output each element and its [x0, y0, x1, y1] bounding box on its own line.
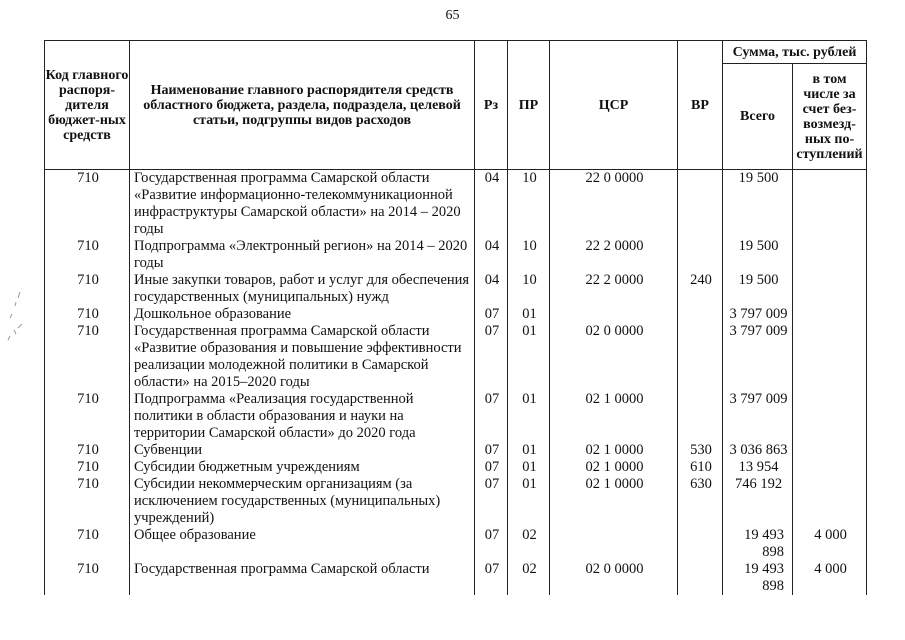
- cell-pr: 10: [508, 238, 550, 272]
- cell-pr: 01: [508, 391, 550, 442]
- cell-vr: [678, 306, 723, 323]
- cell-name: Государственная программа Самарской области «Развитие информационно-телекоммуникационной инфраструктуры Самарской области» на 2014 – 2020 годы: [130, 170, 475, 239]
- cell-code: 710: [45, 238, 130, 272]
- cell-name: Общее образование: [130, 527, 475, 561]
- cell-total: 3 797 009: [723, 391, 793, 442]
- cell-csr: [550, 306, 678, 323]
- cell-code: 710: [45, 391, 130, 442]
- cell-csr: 02 0 0000: [550, 561, 678, 595]
- cell-rz: 07: [475, 527, 508, 561]
- cell-pr: 02: [508, 527, 550, 561]
- cell-csr: [550, 527, 678, 561]
- cell-vr: 530: [678, 442, 723, 459]
- cell-gratuitous: [793, 272, 867, 306]
- header-rz: Рз: [475, 41, 508, 170]
- cell-code: 710: [45, 442, 130, 459]
- table-row: [45, 459, 867, 476]
- margin-scribble: [6, 290, 30, 350]
- header-csr: ЦСР: [550, 41, 678, 170]
- cell-vr: [678, 238, 723, 272]
- cell-gratuitous: [793, 170, 867, 239]
- cell-pr: 02: [508, 561, 550, 595]
- table-body: [45, 170, 867, 596]
- cell-code: 710: [45, 272, 130, 306]
- cell-rz: 07: [475, 459, 508, 476]
- cell-pr: 01: [508, 442, 550, 459]
- cell-pr: 01: [508, 306, 550, 323]
- table-row: [45, 306, 867, 323]
- table-header: [45, 41, 867, 170]
- header-gratuitous: в том числе за счет без-возмезд-ных по-ступлений: [793, 64, 867, 170]
- cell-csr: 22 0 0000: [550, 170, 678, 239]
- cell-code: 710: [45, 323, 130, 391]
- cell-rz: 07: [475, 442, 508, 459]
- cell-vr: [678, 527, 723, 561]
- cell-vr: 240: [678, 272, 723, 306]
- cell-gratuitous: [793, 476, 867, 527]
- page-number: 65: [445, 8, 460, 23]
- cell-name: Субсидии бюджетным учреждениям: [130, 459, 475, 476]
- cell-gratuitous: 4 000: [793, 527, 867, 561]
- cell-total: 19 493 898: [723, 561, 793, 595]
- cell-code: 710: [45, 476, 130, 527]
- cell-csr: 02 1 0000: [550, 476, 678, 527]
- table-row: [45, 272, 867, 306]
- header-pr: ПР: [508, 41, 550, 170]
- table-row: [45, 170, 867, 239]
- cell-vr: [678, 561, 723, 595]
- table-row: [45, 391, 867, 442]
- cell-rz: 07: [475, 561, 508, 595]
- cell-total: 19 493 898: [723, 527, 793, 561]
- cell-name: Подпрограмма «Электронный регион» на 2014 – 2020 годы: [130, 238, 475, 272]
- cell-csr: 02 1 0000: [550, 391, 678, 442]
- table-row: [45, 238, 867, 272]
- cell-name: Субвенции: [130, 442, 475, 459]
- cell-gratuitous: [793, 459, 867, 476]
- header-name: Наименование главного распорядителя средств областного бюджета, раздела, подраздела, целевой статьи, подгруппы видов расходов: [130, 41, 475, 170]
- cell-name: Дошкольное образование: [130, 306, 475, 323]
- cell-rz: 07: [475, 391, 508, 442]
- cell-name: Иные закупки товаров, работ и услуг для обеспечения государственных (муниципальных) нужд: [130, 272, 475, 306]
- cell-gratuitous: 4 000: [793, 561, 867, 595]
- cell-code: 710: [45, 561, 130, 595]
- cell-pr: 01: [508, 476, 550, 527]
- cell-pr: 10: [508, 170, 550, 239]
- cell-gratuitous: [793, 323, 867, 391]
- cell-gratuitous: [793, 391, 867, 442]
- cell-csr: 02 1 0000: [550, 442, 678, 459]
- table-row: [45, 323, 867, 391]
- cell-vr: [678, 391, 723, 442]
- header-total: Всего: [723, 64, 793, 170]
- cell-total: 19 500: [723, 272, 793, 306]
- cell-code: 710: [45, 170, 130, 239]
- cell-code: 710: [45, 527, 130, 561]
- cell-csr: 22 2 0000: [550, 238, 678, 272]
- cell-name: Подпрограмма «Реализация государственной политики в области образования и науки на территории Самарской области» до 2020 года: [130, 391, 475, 442]
- cell-csr: 02 0 0000: [550, 323, 678, 391]
- cell-total: 13 954: [723, 459, 793, 476]
- cell-total: 3 036 863: [723, 442, 793, 459]
- table-row: [45, 561, 867, 595]
- table-row: [45, 527, 867, 561]
- cell-pr: 10: [508, 272, 550, 306]
- cell-csr: 22 2 0000: [550, 272, 678, 306]
- cell-rz: 04: [475, 170, 508, 239]
- cell-gratuitous: [793, 306, 867, 323]
- cell-code: 710: [45, 459, 130, 476]
- cell-name: Государственная программа Самарской области «Развитие образования и повышение эффективности реализации молодежной политики в Самарской области» на 2015–2020 годы: [130, 323, 475, 391]
- cell-total: 3 797 009: [723, 306, 793, 323]
- cell-gratuitous: [793, 238, 867, 272]
- cell-rz: 07: [475, 323, 508, 391]
- cell-rz: 07: [475, 306, 508, 323]
- cell-rz: 04: [475, 238, 508, 272]
- table-row: [45, 476, 867, 527]
- cell-vr: [678, 323, 723, 391]
- cell-rz: 07: [475, 476, 508, 527]
- cell-vr: 610: [678, 459, 723, 476]
- cell-code: 710: [45, 306, 130, 323]
- cell-total: 19 500: [723, 238, 793, 272]
- cell-total: 746 192: [723, 476, 793, 527]
- cell-csr: 02 1 0000: [550, 459, 678, 476]
- cell-name: Субсидии некоммерческим организациям (за исключением государственных (муниципальных) учреждений): [130, 476, 475, 527]
- header-code: Код главного распоря-дителя бюджет-ных средств: [45, 41, 130, 170]
- table-row: [45, 442, 867, 459]
- cell-total: 3 797 009: [723, 323, 793, 391]
- cell-vr: [678, 170, 723, 239]
- cell-pr: 01: [508, 323, 550, 391]
- cell-name: Государственная программа Самарской области: [130, 561, 475, 595]
- cell-pr: 01: [508, 459, 550, 476]
- cell-vr: 630: [678, 476, 723, 527]
- cell-rz: 04: [475, 272, 508, 306]
- budget-table: [44, 40, 867, 595]
- cell-gratuitous: [793, 442, 867, 459]
- cell-total: 19 500: [723, 170, 793, 239]
- header-sum: Сумма, тыс. рублей: [723, 41, 867, 64]
- header-vr: ВР: [678, 41, 723, 170]
